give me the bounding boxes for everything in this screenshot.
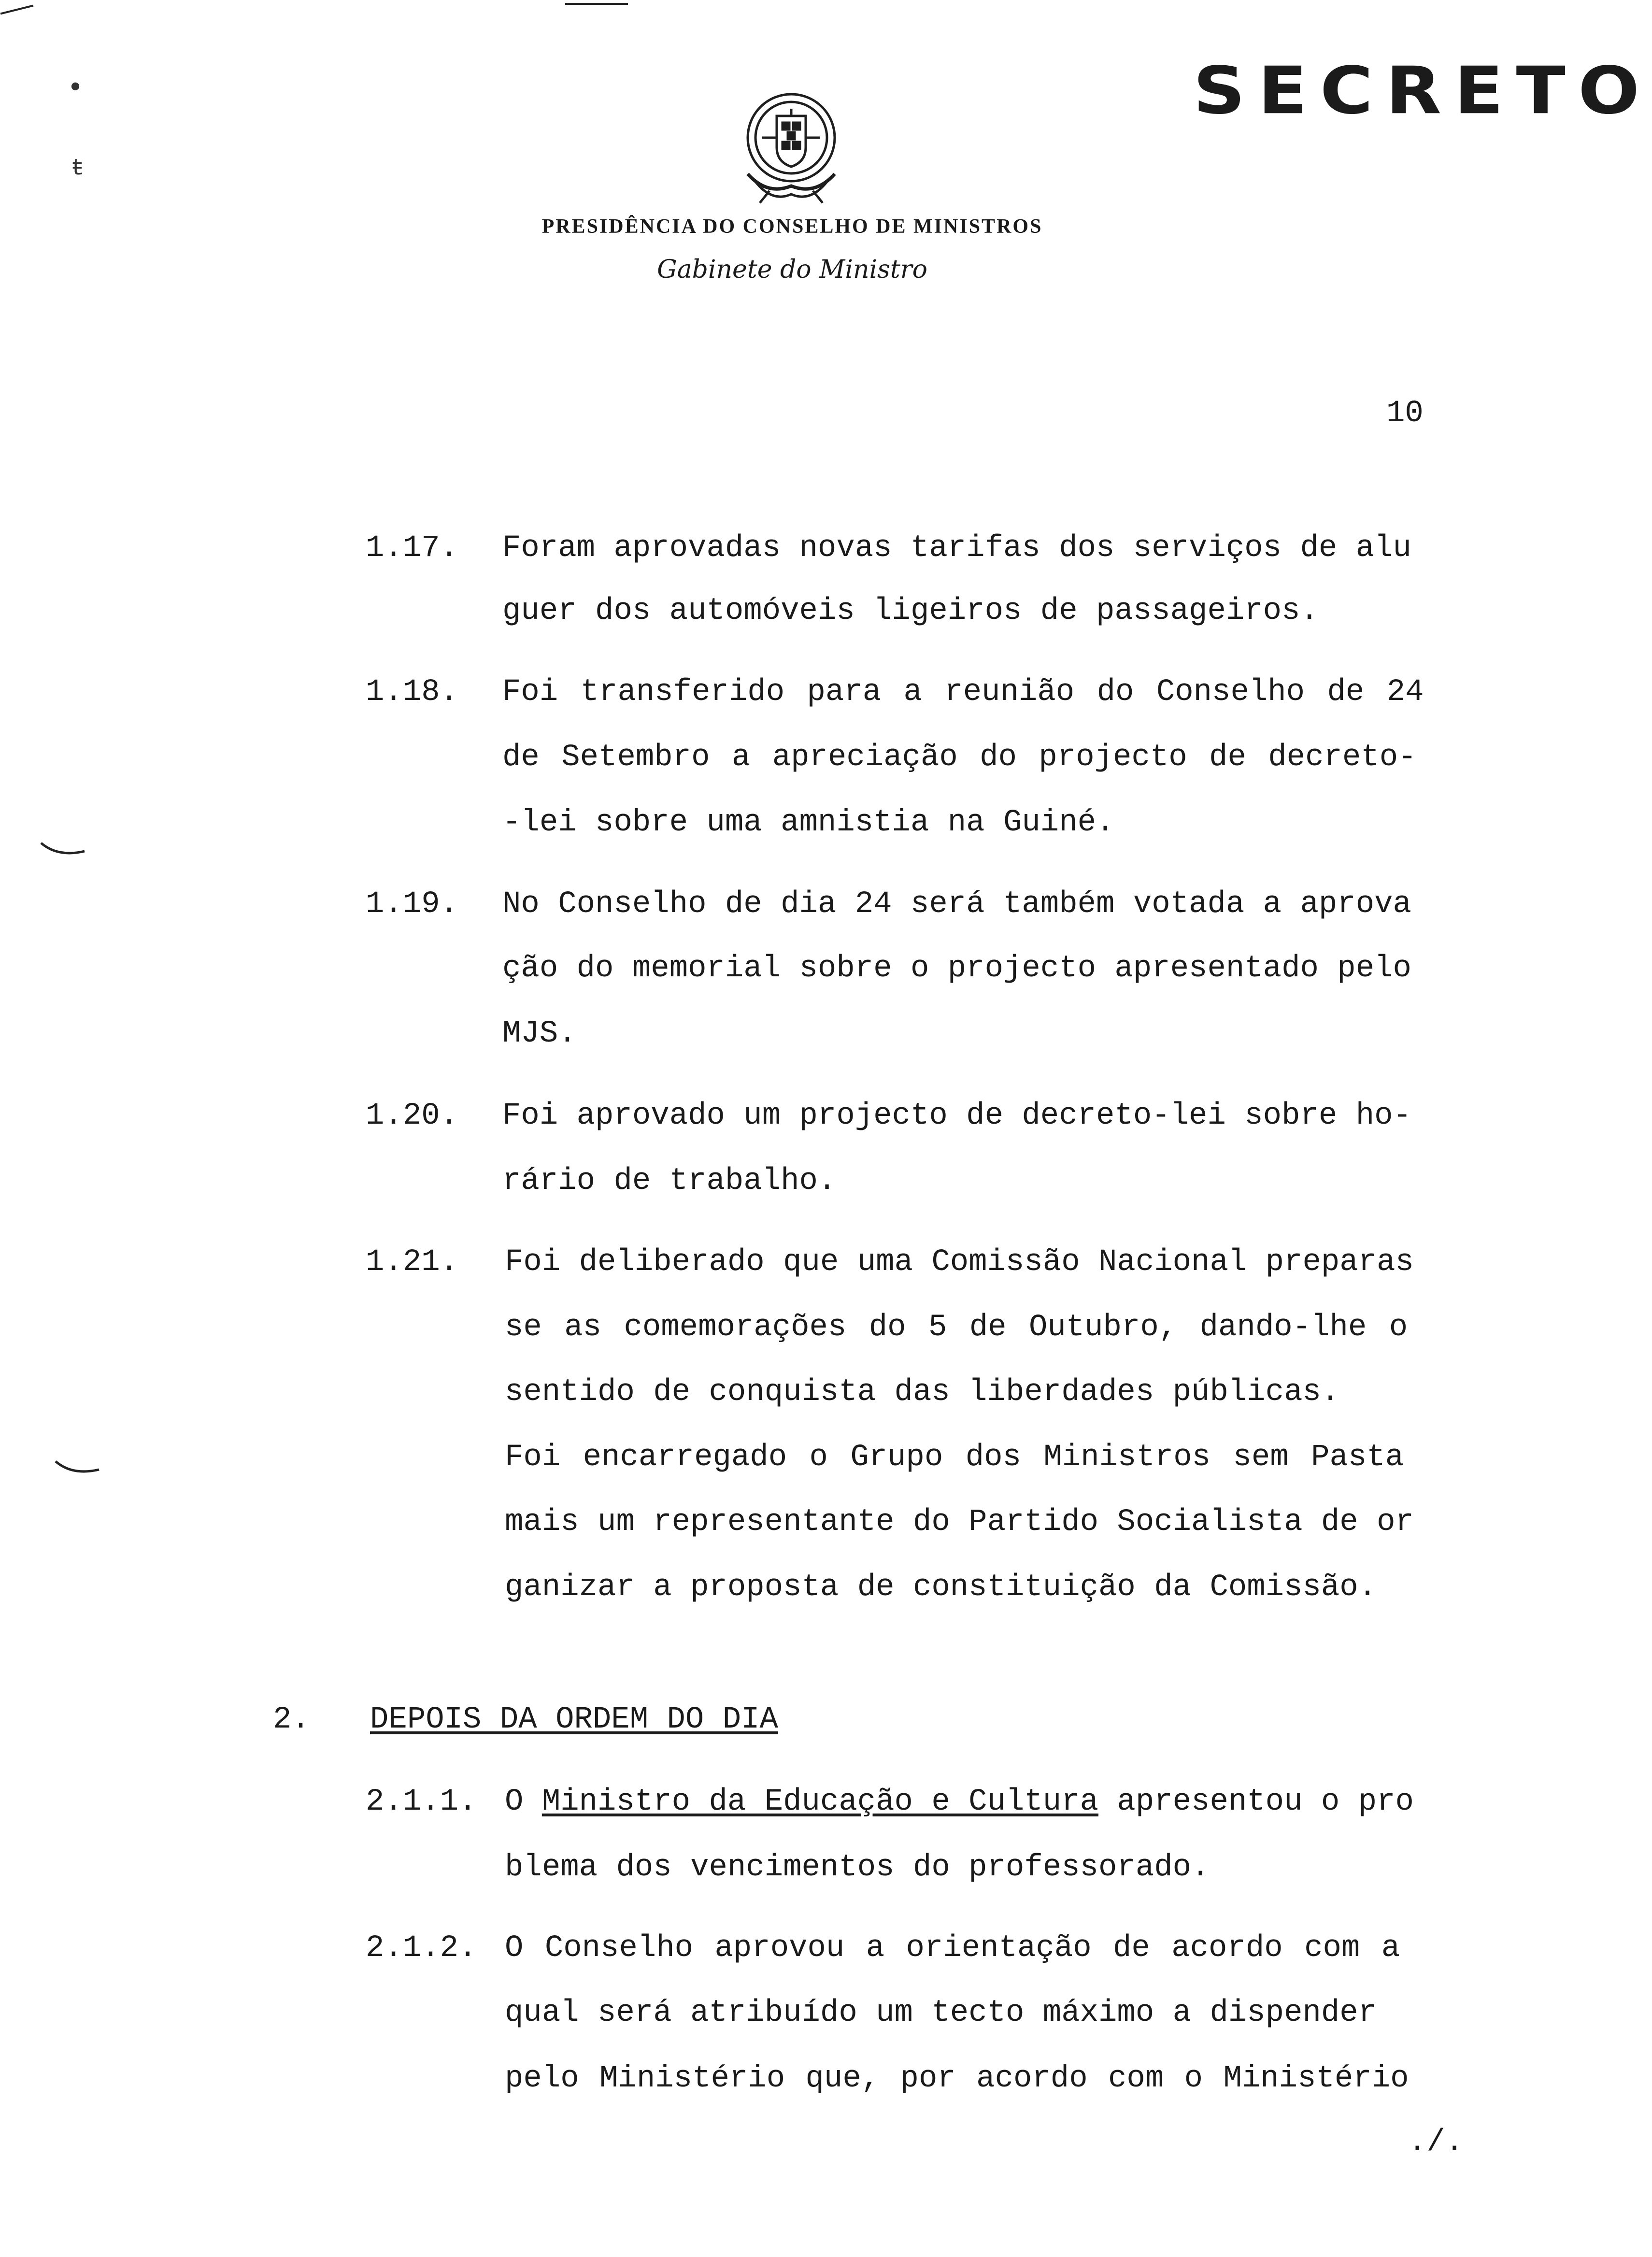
item-number: 1.18. — [366, 675, 459, 710]
item-number: 1.20. — [366, 1099, 459, 1133]
margin-curve-mark — [39, 841, 87, 860]
item-text-line: No Conselho de dia 24 será também votada a aprova — [502, 887, 1411, 922]
subitem-number: 2.1.1. — [366, 1785, 477, 1819]
item-text-line: Foi aprovado um projecto de decreto-lei sobre ho- — [502, 1099, 1411, 1133]
secret-stamp: SECRETO — [1193, 53, 1652, 129]
item-text-line: sentido de conquista das liberdades públicas. — [505, 1375, 1340, 1410]
item-text-line: Foi deliberado que uma Comissão Nacional preparas — [505, 1245, 1414, 1280]
subitem-text-line: blema dos vencimentos do professorado. — [505, 1850, 1210, 1885]
item-text-line: ção do memorial sobre o projecto apresentado pelo — [502, 951, 1411, 986]
section-title: DEPOIS DA ORDEM DO DIA — [370, 1702, 778, 1737]
page-number: 10 — [1386, 396, 1424, 431]
subitem-number: 2.1.2. — [366, 1931, 477, 1966]
subitem-text-line: pelo Ministério que, por acordo com o Ministério — [505, 2061, 1409, 2096]
subitem-text-line: qual será atribuído um tecto máximo a dispender — [505, 1996, 1377, 2030]
margin-tick: ŧ — [71, 156, 85, 182]
scan-mark-top-left — [0, 5, 34, 15]
item-text-line: rário de trabalho. — [502, 1164, 837, 1199]
office-name: PRESIDÊNCIA DO CONSELHO DE MINISTROS — [541, 215, 1043, 238]
cabinet-name: Gabinete do Ministro — [657, 255, 927, 284]
scan-mark-top-center — [565, 3, 628, 5]
item-text-line: -lei sobre uma amnistia na Guiné. — [502, 805, 1115, 840]
subitem-text-post: apresentou o pro — [1098, 1785, 1414, 1819]
continuation-mark: ./. — [1408, 2125, 1464, 2160]
margin-curve-mark — [53, 1459, 101, 1478]
margin-dot: • — [67, 72, 85, 105]
ministry-name: Ministro da Educação e Cultura — [541, 1785, 1098, 1819]
item-number: 1.21. — [366, 1245, 459, 1280]
item-text-line: Foi transferido para a reunião do Conselho de 24 — [502, 675, 1424, 710]
item-number: 1.19. — [366, 887, 459, 922]
item-text-line: Foi encarregado o Grupo dos Ministros sem Pasta — [505, 1440, 1404, 1475]
coat-of-arms-emblem — [728, 82, 854, 208]
item-text-line: de Setembro a apreciação do projecto de decreto- — [502, 740, 1417, 775]
subitem-text-line: O Conselho aprovou a orientação de acordo com a — [505, 1931, 1400, 1966]
item-text-line: MJS. — [502, 1016, 577, 1051]
item-text-line: guer dos automóveis ligeiros de passageiros. — [502, 594, 1319, 629]
section-number: 2. — [273, 1702, 310, 1737]
item-text-line: mais um representante do Partido Socialista de or — [505, 1505, 1414, 1540]
subitem-text-line — [505, 1783, 1414, 1821]
item-number: 1.17. — [366, 531, 459, 566]
item-text-line: Foram aprovadas novas tarifas dos serviços de alu — [502, 531, 1411, 566]
subitem-text-pre: O — [505, 1785, 542, 1819]
item-text-line: se as comemorações do 5 de Outubro, dando-lhe o — [505, 1310, 1408, 1345]
item-text-line: ganizar a proposta de constituição da Comissão. — [505, 1570, 1377, 1605]
